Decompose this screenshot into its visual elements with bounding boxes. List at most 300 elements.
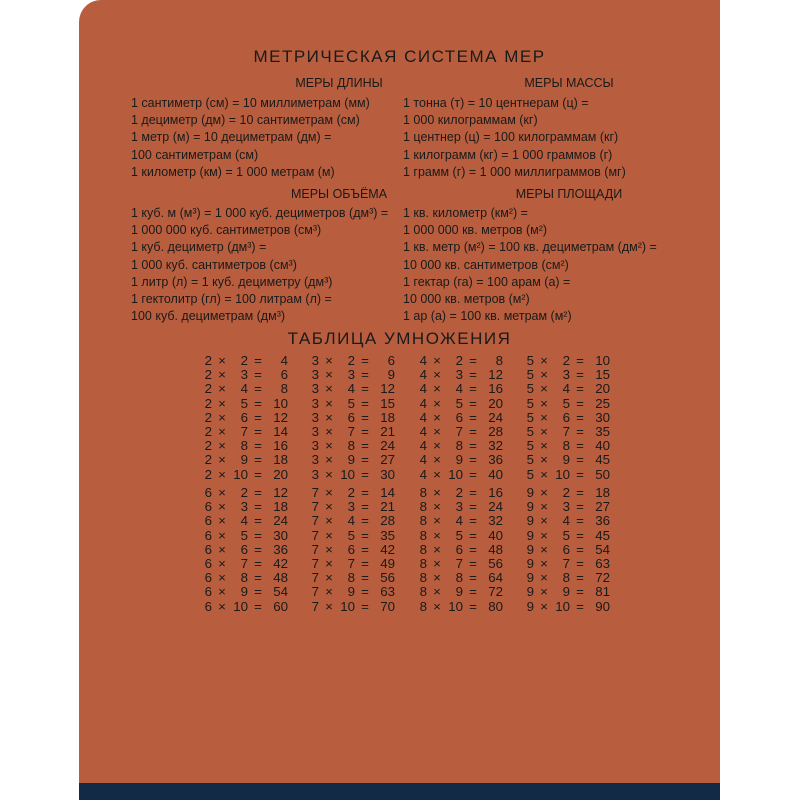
multiplication-row bbox=[522, 529, 610, 543]
multiplication-result: 54 bbox=[595, 541, 610, 557]
multiplication-operator: × bbox=[325, 499, 333, 515]
multiplication-result: 12 bbox=[488, 367, 503, 383]
multiplication-equals: = bbox=[576, 353, 584, 368]
multiplication-base: 9 bbox=[526, 584, 534, 600]
multiplication-row bbox=[307, 529, 395, 543]
multiplication-base: 9 bbox=[526, 541, 534, 557]
multiplication-base: 7 bbox=[311, 598, 319, 614]
multiplication-equals: = bbox=[254, 570, 262, 586]
multiplication-multiplier: 9 bbox=[455, 584, 463, 600]
multiplication-operator: × bbox=[218, 485, 226, 500]
multiplication-equals: = bbox=[254, 438, 262, 454]
multiplication-row bbox=[200, 585, 288, 599]
multiplication-row bbox=[415, 557, 503, 571]
multiplication-multiplier: 6 bbox=[347, 409, 355, 425]
volume-line: 100 куб. дециметрам (дм³) bbox=[131, 309, 286, 324]
multiplication-operator: × bbox=[433, 438, 441, 454]
multiplication-operator: × bbox=[218, 424, 226, 440]
multiplication-equals: = bbox=[361, 499, 369, 515]
multiplication-base: 2 bbox=[204, 409, 212, 425]
multiplication-equals: = bbox=[361, 598, 369, 614]
multiplication-block-2 bbox=[200, 354, 288, 482]
multiplication-base: 9 bbox=[526, 570, 534, 586]
multiplication-result: 10 bbox=[273, 395, 288, 411]
multiplication-multiplier: 7 bbox=[455, 556, 463, 572]
multiplication-equals: = bbox=[576, 570, 584, 586]
multiplication-result: 10 bbox=[595, 353, 610, 368]
multiplication-base: 6 bbox=[204, 556, 212, 572]
volume-line: 1 000 000 куб. сантиметров (см³) bbox=[131, 223, 322, 238]
multiplication-row bbox=[415, 571, 503, 585]
multiplication-equals: = bbox=[469, 556, 477, 572]
multiplication-base: 4 bbox=[419, 466, 427, 482]
multiplication-result: 49 bbox=[380, 556, 395, 572]
multiplication-equals: = bbox=[469, 466, 477, 482]
multiplication-result: 30 bbox=[595, 409, 610, 425]
multiplication-operator: × bbox=[218, 367, 226, 383]
multiplication-row bbox=[307, 354, 395, 368]
multiplication-result: 14 bbox=[380, 485, 395, 500]
multiplication-result: 36 bbox=[595, 513, 610, 529]
multiplication-operator: × bbox=[218, 527, 226, 543]
multiplication-row bbox=[415, 397, 503, 411]
multiplication-operator: × bbox=[433, 527, 441, 543]
multiplication-equals: = bbox=[576, 584, 584, 600]
multiplication-result: 40 bbox=[488, 466, 503, 482]
multiplication-row bbox=[307, 500, 395, 514]
multiplication-row bbox=[522, 439, 610, 453]
multiplication-result: 27 bbox=[595, 499, 610, 515]
mass-line: 1 000 килограммам (кг) bbox=[403, 113, 538, 128]
multiplication-row bbox=[200, 600, 288, 614]
multiplication-operator: × bbox=[218, 570, 226, 586]
multiplication-operator: × bbox=[433, 598, 441, 614]
multiplication-base: 8 bbox=[419, 570, 427, 586]
multiplication-row bbox=[200, 425, 288, 439]
multiplication-multiplier: 9 bbox=[562, 584, 570, 600]
multiplication-multiplier: 8 bbox=[455, 570, 463, 586]
multiplication-equals: = bbox=[361, 485, 369, 500]
multiplication-row bbox=[307, 439, 395, 453]
multiplication-multiplier: 10 bbox=[340, 466, 355, 482]
multiplication-row bbox=[307, 600, 395, 614]
multiplication-multiplier: 3 bbox=[455, 367, 463, 383]
multiplication-multiplier: 7 bbox=[347, 424, 355, 440]
multiplication-result: 14 bbox=[273, 424, 288, 440]
multiplication-result: 72 bbox=[488, 584, 503, 600]
multiplication-equals: = bbox=[576, 541, 584, 557]
multiplication-row bbox=[307, 382, 395, 396]
multiplication-equals: = bbox=[469, 513, 477, 529]
multiplication-result: 8 bbox=[280, 381, 288, 397]
multiplication-multiplier: 2 bbox=[347, 353, 355, 368]
multiplication-base: 6 bbox=[204, 570, 212, 586]
multiplication-multiplier: 8 bbox=[347, 438, 355, 454]
multiplication-multiplier: 8 bbox=[562, 438, 570, 454]
multiplication-operator: × bbox=[433, 367, 441, 383]
multiplication-multiplier: 2 bbox=[562, 353, 570, 368]
multiplication-row bbox=[522, 368, 610, 382]
multiplication-base: 6 bbox=[204, 513, 212, 529]
multiplication-base: 4 bbox=[419, 395, 427, 411]
multiplication-multiplier: 8 bbox=[455, 438, 463, 454]
multiplication-operator: × bbox=[218, 598, 226, 614]
multiplication-base: 8 bbox=[419, 556, 427, 572]
multiplication-base: 4 bbox=[419, 367, 427, 383]
multiplication-operator: × bbox=[433, 452, 441, 468]
multiplication-row bbox=[200, 453, 288, 467]
multiplication-base: 2 bbox=[204, 452, 212, 468]
multiplication-multiplier: 9 bbox=[347, 452, 355, 468]
multiplication-row bbox=[200, 439, 288, 453]
multiplication-equals: = bbox=[576, 409, 584, 425]
multiplication-equals: = bbox=[361, 395, 369, 411]
length-line: 1 километр (км) = 1 000 метрам (м) bbox=[131, 164, 335, 179]
multiplication-equals: = bbox=[469, 452, 477, 468]
multiplication-multiplier: 6 bbox=[455, 409, 463, 425]
multiplication-row bbox=[522, 486, 610, 500]
multiplication-operator: × bbox=[325, 570, 333, 586]
multiplication-title: ТАБЛИЦА УМНОЖЕНИЯ bbox=[287, 329, 512, 348]
multiplication-block-7 bbox=[307, 486, 395, 614]
multiplication-equals: = bbox=[254, 541, 262, 557]
multiplication-result: 40 bbox=[595, 438, 610, 454]
multiplication-multiplier: 4 bbox=[240, 381, 248, 397]
multiplication-operator: × bbox=[325, 438, 333, 454]
multiplication-result: 48 bbox=[273, 570, 288, 586]
multiplication-operator: × bbox=[218, 353, 226, 368]
multiplication-operator: × bbox=[218, 556, 226, 572]
multiplication-equals: = bbox=[469, 381, 477, 397]
area-line: 10 000 кв. метров (м²) bbox=[403, 292, 530, 307]
multiplication-row bbox=[415, 382, 503, 396]
multiplication-row bbox=[307, 571, 395, 585]
multiplication-operator: × bbox=[433, 409, 441, 425]
multiplication-base: 8 bbox=[419, 485, 427, 500]
multiplication-row bbox=[415, 368, 503, 382]
multiplication-row bbox=[200, 468, 288, 482]
multiplication-multiplier: 2 bbox=[240, 485, 248, 500]
multiplication-multiplier: 2 bbox=[455, 353, 463, 368]
multiplication-result: 28 bbox=[380, 513, 395, 529]
multiplication-row bbox=[415, 500, 503, 514]
multiplication-multiplier: 8 bbox=[562, 570, 570, 586]
length-section-lines bbox=[131, 95, 370, 181]
multiplication-operator: × bbox=[325, 513, 333, 529]
multiplication-equals: = bbox=[361, 424, 369, 440]
multiplication-row bbox=[200, 411, 288, 425]
multiplication-equals: = bbox=[361, 466, 369, 482]
multiplication-result: 24 bbox=[488, 499, 503, 515]
multiplication-equals: = bbox=[469, 598, 477, 614]
multiplication-row bbox=[200, 571, 288, 585]
multiplication-multiplier: 5 bbox=[240, 527, 248, 543]
multiplication-result: 32 bbox=[488, 438, 503, 454]
multiplication-row bbox=[415, 585, 503, 599]
multiplication-base: 7 bbox=[311, 499, 319, 515]
multiplication-multiplier: 3 bbox=[347, 367, 355, 383]
multiplication-equals: = bbox=[361, 367, 369, 383]
multiplication-multiplier: 8 bbox=[347, 570, 355, 586]
multiplication-base: 5 bbox=[526, 438, 534, 454]
multiplication-base: 9 bbox=[526, 513, 534, 529]
multiplication-equals: = bbox=[576, 381, 584, 397]
multiplication-row bbox=[522, 600, 610, 614]
multiplication-row bbox=[522, 500, 610, 514]
multiplication-block-6 bbox=[200, 486, 288, 614]
length-line: 100 сантиметрам (см) bbox=[131, 147, 259, 162]
multiplication-equals: = bbox=[361, 541, 369, 557]
multiplication-operator: × bbox=[218, 395, 226, 411]
multiplication-result: 16 bbox=[488, 485, 503, 500]
multiplication-result: 18 bbox=[273, 499, 288, 515]
multiplication-multiplier: 5 bbox=[240, 395, 248, 411]
multiplication-operator: × bbox=[540, 353, 548, 368]
multiplication-row bbox=[200, 354, 288, 368]
multiplication-equals: = bbox=[576, 556, 584, 572]
multiplication-multiplier: 10 bbox=[233, 598, 248, 614]
multiplication-operator: × bbox=[325, 584, 333, 600]
multiplication-base: 5 bbox=[526, 381, 534, 397]
multiplication-operator: × bbox=[540, 556, 548, 572]
multiplication-equals: = bbox=[469, 409, 477, 425]
multiplication-base: 9 bbox=[526, 527, 534, 543]
multiplication-multiplier: 7 bbox=[562, 556, 570, 572]
multiplication-multiplier: 6 bbox=[240, 541, 248, 557]
multiplication-multiplier: 7 bbox=[240, 556, 248, 572]
multiplication-row bbox=[522, 585, 610, 599]
multiplication-result: 63 bbox=[380, 584, 395, 600]
multiplication-multiplier: 3 bbox=[240, 367, 248, 383]
multiplication-multiplier: 3 bbox=[562, 367, 570, 383]
multiplication-base: 2 bbox=[204, 466, 212, 482]
multiplication-operator: × bbox=[218, 452, 226, 468]
multiplication-equals: = bbox=[254, 353, 262, 368]
length-section-title: МЕРЫ ДЛИНЫ bbox=[295, 76, 383, 90]
multiplication-result: 21 bbox=[380, 499, 395, 515]
multiplication-equals: = bbox=[576, 438, 584, 454]
multiplication-base: 5 bbox=[526, 353, 534, 368]
multiplication-row bbox=[522, 425, 610, 439]
multiplication-multiplier: 2 bbox=[347, 485, 355, 500]
multiplication-multiplier: 6 bbox=[240, 409, 248, 425]
multiplication-base: 3 bbox=[311, 381, 319, 397]
multiplication-result: 24 bbox=[488, 409, 503, 425]
multiplication-multiplier: 5 bbox=[562, 527, 570, 543]
multiplication-result: 25 bbox=[595, 395, 610, 411]
multiplication-base: 8 bbox=[419, 513, 427, 529]
multiplication-result: 45 bbox=[595, 527, 610, 543]
multiplication-multiplier: 4 bbox=[562, 513, 570, 529]
volume-line: 1 литр (л) = 1 куб. дециметру (дм³) bbox=[131, 274, 333, 289]
multiplication-row bbox=[522, 382, 610, 396]
multiplication-multiplier: 10 bbox=[340, 598, 355, 614]
multiplication-equals: = bbox=[254, 381, 262, 397]
page-title: МЕТРИЧЕСКАЯ СИСТЕМА МЕР bbox=[253, 47, 546, 66]
multiplication-operator: × bbox=[325, 485, 333, 500]
multiplication-equals: = bbox=[361, 438, 369, 454]
mass-line: 1 килограмм (кг) = 1 000 граммов (г) bbox=[403, 147, 613, 162]
multiplication-multiplier: 9 bbox=[240, 584, 248, 600]
multiplication-operator: × bbox=[218, 409, 226, 425]
multiplication-operator: × bbox=[218, 381, 226, 397]
multiplication-equals: = bbox=[469, 438, 477, 454]
multiplication-multiplier: 8 bbox=[240, 438, 248, 454]
multiplication-base: 7 bbox=[311, 584, 319, 600]
multiplication-row bbox=[307, 486, 395, 500]
multiplication-row bbox=[415, 354, 503, 368]
multiplication-base: 3 bbox=[311, 395, 319, 411]
multiplication-row bbox=[522, 411, 610, 425]
multiplication-operator: × bbox=[540, 466, 548, 482]
multiplication-operator: × bbox=[540, 381, 548, 397]
multiplication-operator: × bbox=[218, 438, 226, 454]
multiplication-row bbox=[307, 411, 395, 425]
multiplication-base: 8 bbox=[419, 499, 427, 515]
multiplication-base: 9 bbox=[526, 499, 534, 515]
multiplication-base: 4 bbox=[419, 452, 427, 468]
multiplication-operator: × bbox=[540, 438, 548, 454]
multiplication-operator: × bbox=[433, 353, 441, 368]
multiplication-result: 20 bbox=[273, 466, 288, 482]
multiplication-multiplier: 7 bbox=[240, 424, 248, 440]
multiplication-result: 28 bbox=[488, 424, 503, 440]
multiplication-multiplier: 3 bbox=[562, 499, 570, 515]
multiplication-operator: × bbox=[433, 584, 441, 600]
multiplication-multiplier: 4 bbox=[455, 381, 463, 397]
multiplication-equals: = bbox=[254, 424, 262, 440]
multiplication-base: 7 bbox=[311, 513, 319, 529]
multiplication-base: 2 bbox=[204, 381, 212, 397]
multiplication-result: 54 bbox=[273, 584, 288, 600]
multiplication-multiplier: 4 bbox=[562, 381, 570, 397]
multiplication-equals: = bbox=[254, 556, 262, 572]
multiplication-equals: = bbox=[576, 395, 584, 411]
length-line: 1 метр (м) = 10 дециметрам (дм) = bbox=[131, 130, 332, 145]
length-line: 1 сантиметр (см) = 10 миллиметрам (мм) bbox=[131, 96, 370, 110]
multiplication-equals: = bbox=[254, 485, 262, 500]
multiplication-row bbox=[522, 543, 610, 557]
volume-line: 1 куб. м (м³) = 1 000 куб. дециметров (дм³) = bbox=[131, 206, 389, 220]
multiplication-operator: × bbox=[433, 499, 441, 515]
multiplication-result: 40 bbox=[488, 527, 503, 543]
multiplication-result: 42 bbox=[273, 556, 288, 572]
multiplication-multiplier: 3 bbox=[455, 499, 463, 515]
multiplication-equals: = bbox=[361, 584, 369, 600]
multiplication-base: 5 bbox=[526, 452, 534, 468]
multiplication-result: 12 bbox=[273, 409, 288, 425]
area-line: 1 ар (а) = 100 кв. метрам (м²) bbox=[403, 309, 572, 324]
multiplication-multiplier: 5 bbox=[347, 395, 355, 411]
multiplication-operator: × bbox=[325, 367, 333, 383]
multiplication-block-8 bbox=[415, 486, 503, 614]
multiplication-result: 16 bbox=[488, 381, 503, 397]
multiplication-row bbox=[200, 397, 288, 411]
mass-section-title: МЕРЫ МАССЫ bbox=[524, 76, 614, 90]
multiplication-operator: × bbox=[325, 409, 333, 425]
multiplication-equals: = bbox=[254, 466, 262, 482]
mass-line: 1 центнер (ц) = 100 килограммам (кг) bbox=[403, 130, 619, 145]
multiplication-operator: × bbox=[540, 409, 548, 425]
multiplication-row bbox=[415, 439, 503, 453]
area-section-lines bbox=[403, 205, 657, 325]
multiplication-multiplier: 9 bbox=[455, 452, 463, 468]
multiplication-result: 21 bbox=[380, 424, 395, 440]
multiplication-result: 64 bbox=[488, 570, 503, 586]
multiplication-multiplier: 5 bbox=[455, 395, 463, 411]
mass-line: 1 тонна (т) = 10 центнерам (ц) = bbox=[403, 96, 589, 110]
multiplication-operator: × bbox=[540, 541, 548, 557]
multiplication-multiplier: 4 bbox=[347, 513, 355, 529]
multiplication-block-5 bbox=[522, 354, 610, 482]
multiplication-base: 4 bbox=[419, 438, 427, 454]
multiplication-row bbox=[200, 368, 288, 382]
multiplication-row bbox=[200, 486, 288, 500]
multiplication-operator: × bbox=[218, 513, 226, 529]
multiplication-equals: = bbox=[361, 513, 369, 529]
bottom-band bbox=[79, 783, 720, 800]
multiplication-result: 30 bbox=[273, 527, 288, 543]
multiplication-equals: = bbox=[361, 570, 369, 586]
multiplication-operator: × bbox=[540, 485, 548, 500]
multiplication-result: 32 bbox=[488, 513, 503, 529]
multiplication-operator: × bbox=[325, 541, 333, 557]
multiplication-base: 3 bbox=[311, 466, 319, 482]
multiplication-multiplier: 10 bbox=[555, 598, 570, 614]
volume-section-title: МЕРЫ ОБЪЁМА bbox=[290, 187, 388, 201]
multiplication-operator: × bbox=[540, 424, 548, 440]
multiplication-block-9 bbox=[522, 486, 610, 614]
multiplication-row bbox=[307, 557, 395, 571]
multiplication-multiplier: 9 bbox=[240, 452, 248, 468]
multiplication-row bbox=[415, 600, 503, 614]
multiplication-equals: = bbox=[361, 556, 369, 572]
multiplication-base: 7 bbox=[311, 570, 319, 586]
multiplication-result: 6 bbox=[387, 353, 395, 368]
multiplication-result: 60 bbox=[273, 598, 288, 614]
multiplication-base: 9 bbox=[526, 598, 534, 614]
multiplication-operator: × bbox=[218, 584, 226, 600]
multiplication-equals: = bbox=[576, 367, 584, 383]
multiplication-operator: × bbox=[433, 395, 441, 411]
multiplication-operator: × bbox=[325, 381, 333, 397]
multiplication-result: 27 bbox=[380, 452, 395, 468]
multiplication-equals: = bbox=[254, 513, 262, 529]
multiplication-result: 36 bbox=[488, 452, 503, 468]
multiplication-multiplier: 10 bbox=[448, 466, 463, 482]
multiplication-operator: × bbox=[325, 452, 333, 468]
volume-line: 1 куб. дециметр (дм³) = bbox=[131, 240, 267, 255]
multiplication-row bbox=[307, 543, 395, 557]
multiplication-operator: × bbox=[540, 513, 548, 529]
multiplication-base: 6 bbox=[204, 541, 212, 557]
multiplication-multiplier: 5 bbox=[347, 527, 355, 543]
multiplication-multiplier: 5 bbox=[562, 395, 570, 411]
multiplication-base: 3 bbox=[311, 409, 319, 425]
multiplication-equals: = bbox=[254, 527, 262, 543]
multiplication-result: 48 bbox=[488, 541, 503, 557]
multiplication-result: 12 bbox=[273, 485, 288, 500]
multiplication-base: 6 bbox=[204, 527, 212, 543]
multiplication-base: 7 bbox=[311, 527, 319, 543]
area-line: 1 гектар (га) = 100 арам (а) = bbox=[403, 274, 571, 289]
multiplication-row bbox=[415, 411, 503, 425]
multiplication-multiplier: 4 bbox=[347, 381, 355, 397]
multiplication-result: 70 bbox=[380, 598, 395, 614]
multiplication-equals: = bbox=[469, 584, 477, 600]
multiplication-operator: × bbox=[218, 466, 226, 482]
multiplication-result: 42 bbox=[380, 541, 395, 557]
